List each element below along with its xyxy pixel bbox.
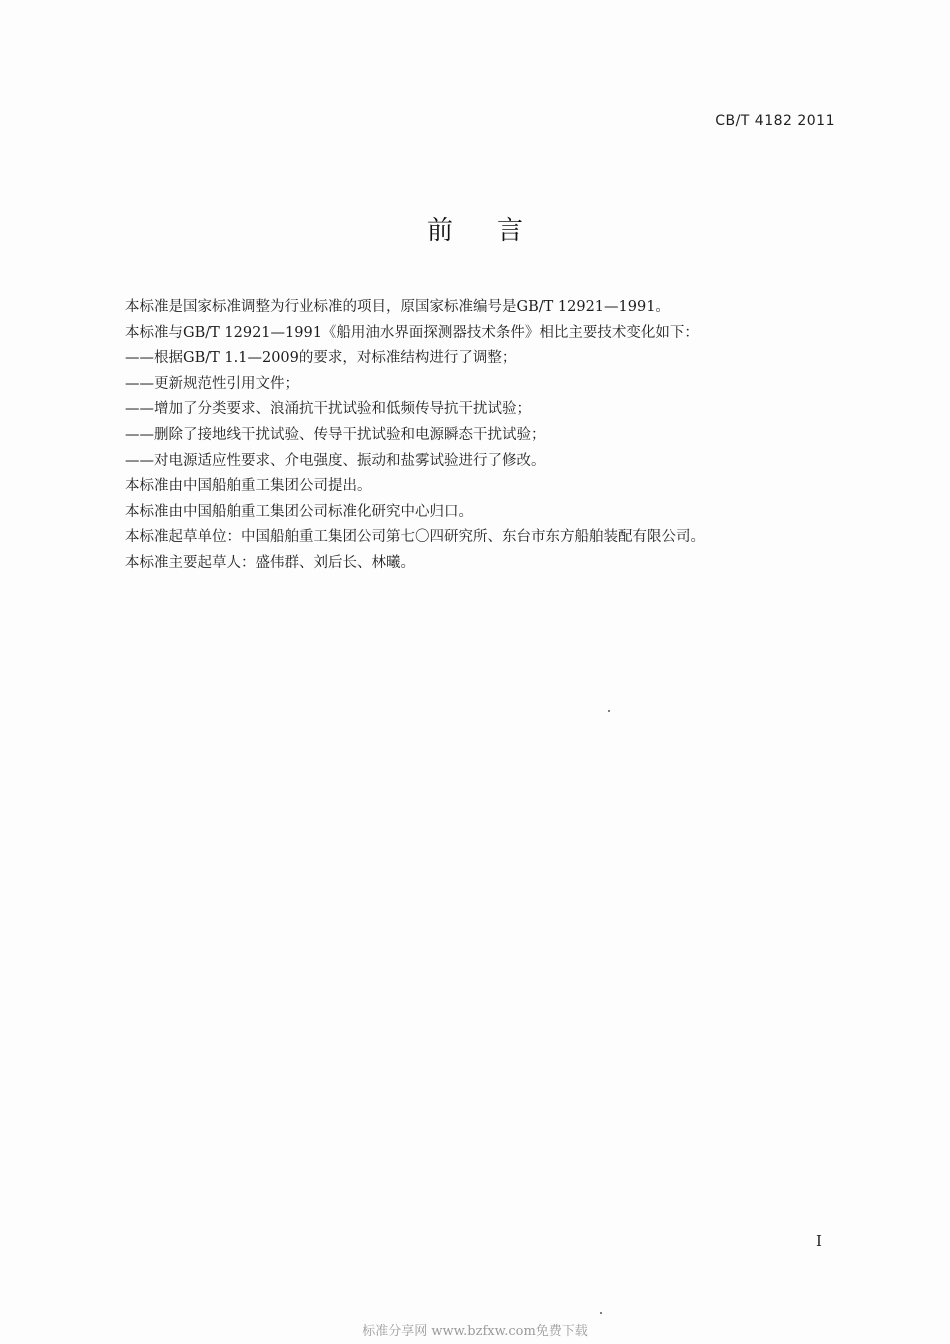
list-item: ——更新规范性引用文件； — [125, 375, 299, 392]
paragraph: 本标准是国家标准调整为行业标准的项目，原国家标准编号是GB/T 12921—1991。 — [125, 299, 670, 315]
paragraph: 本标准由中国船舶重工集团公司提出。 — [125, 478, 372, 495]
standard-code: CB/T 4182 2011 — [715, 113, 835, 129]
list-item: ——增加了分类要求、浪涌抗干扰试验和低频传导抗干扰试验； — [125, 401, 531, 418]
list-item: ——删除了接地线干扰试验、传导干扰试验和电源瞬态干扰试验； — [125, 426, 546, 443]
list-item: ——根据GB/T 1.1—2009的要求，对标准结构进行了调整； — [125, 350, 517, 367]
foreword-body — [125, 295, 845, 577]
watermark: 标准分享网 www.bzfxw.com免费下载 — [362, 1324, 588, 1339]
scan-speck — [608, 710, 610, 712]
paragraph: 本标准与GB/T 12921—1991《船用油水界面探测器技术条件》相比主要技术变化如下： — [125, 324, 699, 341]
paragraph: 本标准主要起草人：盛伟群、刘后长、林曦。 — [125, 554, 415, 571]
paragraph: 本标准由中国船舶重工集团公司标准化研究中心归口。 — [125, 503, 473, 520]
page-title: 前言 — [426, 216, 567, 246]
page-number: I — [816, 1232, 822, 1250]
paragraph: 本标准起草单位：中国船舶重工集团公司第七〇四研究所、东台市东方船舶装配有限公司。 — [125, 529, 705, 546]
list-item: ——对电源适应性要求、介电强度、振动和盐雾试验进行了修改。 — [125, 452, 546, 469]
scan-speck — [600, 1312, 602, 1314]
